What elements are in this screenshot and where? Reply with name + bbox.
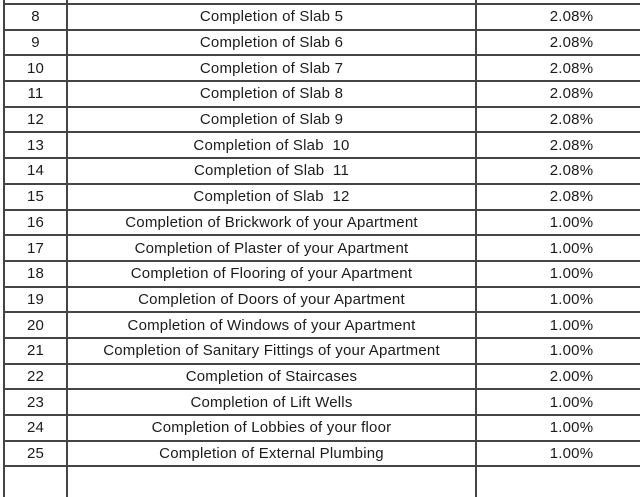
milestone-cell: Completion of Lobbies of your floor <box>67 415 476 441</box>
percentage-cell: 2.08% <box>476 158 640 184</box>
percentage-cell: 2.08% <box>476 55 640 81</box>
milestone-cell: Completion of Brickwork of your Apartment <box>67 210 476 236</box>
percentage-cell: 2.08% <box>476 107 640 133</box>
milestone-cell: Completion of Plaster of your Apartment <box>67 235 476 261</box>
row-number-cell: 9 <box>4 30 67 56</box>
row-number-cell: 14 <box>4 158 67 184</box>
table-row <box>4 132 640 158</box>
percentage-cell: 1.00% <box>476 312 640 338</box>
percentage-cell: 2.00% <box>476 364 640 390</box>
percentage-cell: 2.08% <box>476 132 640 158</box>
cut-off-cell <box>67 466 476 497</box>
milestone-cell: Completion of Sanitary Fittings of your Apartment <box>67 338 476 364</box>
row-number-cell: 21 <box>4 338 67 364</box>
table-row <box>4 235 640 261</box>
table-row <box>4 364 640 390</box>
percentage-cell: 1.00% <box>476 389 640 415</box>
percentage-cell: 1.00% <box>476 415 640 441</box>
partial-row-bottom <box>4 466 640 497</box>
milestone-cell: Completion of Slab 11 <box>67 158 476 184</box>
row-number-cell: 17 <box>4 235 67 261</box>
row-number-cell: 20 <box>4 312 67 338</box>
percentage-cell: 1.00% <box>476 235 640 261</box>
percentage-cell: 2.08% <box>476 184 640 210</box>
table-row <box>4 287 640 313</box>
milestone-cell: Completion of Staircases <box>67 364 476 390</box>
table-row <box>4 158 640 184</box>
milestone-cell: Completion of Lift Wells <box>67 389 476 415</box>
milestone-cell: Completion of Slab 9 <box>67 107 476 133</box>
percentage-cell: 1.00% <box>476 261 640 287</box>
percentage-cell: 2.08% <box>476 30 640 56</box>
milestone-cell: Completion of External Plumbing <box>67 441 476 467</box>
table-row <box>4 441 640 467</box>
percentage-cell: 1.00% <box>476 338 640 364</box>
row-number-cell: 12 <box>4 107 67 133</box>
table-row <box>4 261 640 287</box>
table-row <box>4 415 640 441</box>
table-body <box>4 0 640 497</box>
table-row <box>4 312 640 338</box>
table-row <box>4 210 640 236</box>
row-number-cell: 10 <box>4 55 67 81</box>
milestone-cell: Completion of Flooring of your Apartment <box>67 261 476 287</box>
table-row <box>4 389 640 415</box>
row-number-cell: 15 <box>4 184 67 210</box>
percentage-cell: 1.00% <box>476 210 640 236</box>
row-number-cell: 16 <box>4 210 67 236</box>
cut-off-cell <box>4 466 67 497</box>
percentage-cell: 1.00% <box>476 287 640 313</box>
percentage-cell: 2.08% <box>476 81 640 107</box>
milestone-cell: Completion of Slab 5 <box>67 4 476 30</box>
payment-schedule-table <box>3 0 640 497</box>
milestone-cell: Completion of Slab 8 <box>67 81 476 107</box>
milestone-cell: Completion of Doors of your Apartment <box>67 287 476 313</box>
milestone-cell: Completion of Slab 7 <box>67 55 476 81</box>
percentage-cell: 2.08% <box>476 4 640 30</box>
table-row <box>4 30 640 56</box>
row-number-cell: 25 <box>4 441 67 467</box>
row-number-cell: 23 <box>4 389 67 415</box>
percentage-cell: 1.00% <box>476 441 640 467</box>
row-number-cell: 8 <box>4 4 67 30</box>
milestone-cell: Completion of Slab 12 <box>67 184 476 210</box>
table-row <box>4 4 640 30</box>
row-number-cell: 19 <box>4 287 67 313</box>
row-number-cell: 11 <box>4 81 67 107</box>
milestone-cell: Completion of Windows of your Apartment <box>67 312 476 338</box>
milestone-cell: Completion of Slab 10 <box>67 132 476 158</box>
row-number-cell: 24 <box>4 415 67 441</box>
row-number-cell: 22 <box>4 364 67 390</box>
table-row <box>4 55 640 81</box>
cut-off-cell <box>476 466 640 497</box>
row-number-cell: 13 <box>4 132 67 158</box>
table-row <box>4 338 640 364</box>
table-row <box>4 184 640 210</box>
row-number-cell: 18 <box>4 261 67 287</box>
milestone-cell: Completion of Slab 6 <box>67 30 476 56</box>
table-row <box>4 107 640 133</box>
table-row <box>4 81 640 107</box>
